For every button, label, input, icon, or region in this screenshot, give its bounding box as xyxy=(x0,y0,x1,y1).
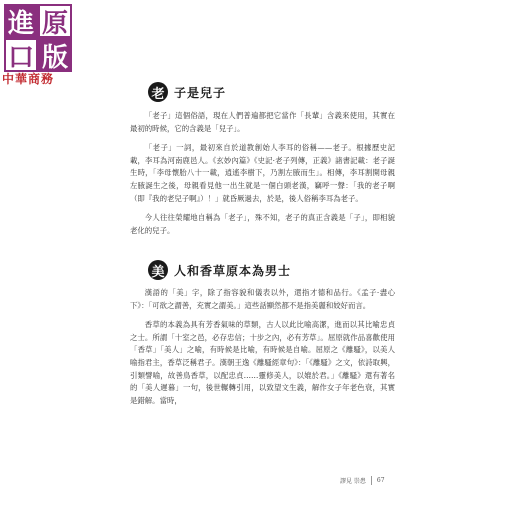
badge-char: 口 xyxy=(4,38,38,72)
heading-text: 子是兒子 xyxy=(174,85,227,100)
heading-text: 人和香草原本為男士 xyxy=(174,263,292,278)
paragraph: 漢語的「美」字，除了指容貌和儀表以外，還指才德和品行。《孟子·盡心下》：「可欲之謂善，充實之謂美。」這些話顯然都不是指美麗和姣好而言。 xyxy=(130,288,395,310)
heading-glyph: 美 xyxy=(148,260,168,280)
section-heading xyxy=(148,82,226,102)
paragraph: 「老子」這個俗語，現在人們普遍都把它當作「長輩」含義來使用，其實在最初的時候，它的含義是「兒子」。 xyxy=(130,111,395,133)
page-footer xyxy=(340,476,385,485)
footer-divider xyxy=(371,476,372,485)
badge-char: 進 xyxy=(4,4,38,38)
badge-char: 原 xyxy=(38,4,72,38)
import-edition-logo xyxy=(4,4,72,72)
page-number: 67 xyxy=(376,477,385,484)
publisher-badge xyxy=(4,4,114,72)
publisher-name: 中華商務 xyxy=(2,72,55,86)
heading-glyph: 老 xyxy=(148,82,168,102)
section-heading xyxy=(148,260,291,280)
section-body xyxy=(130,110,395,244)
section-body xyxy=(130,287,395,414)
badge-char: 版 xyxy=(38,38,72,72)
paragraph: 今人往往榮耀地自稱為「老子」，殊不知，老子的真正含義是「子」，即相貌老化的兒子。 xyxy=(130,213,395,235)
paragraph: 香草的本義為具有芳香氣味的草類，古人以此比喻高潔，進而以其比喻忠貞之士。所謂「十室之邑，必存忠信；十步之內，必有芳草」。屈原就作品喜歡使用「香草」「美人」之喻，有時候是比喻，有時候是自喻。屈原之《離騷》，以美人喻指君主，香草泛稱君子。漢朝王逸《離騷經章句》：「《離騷》之文，依詩取興，引類譬喻，故善鳥香草，以配忠貞……靈修美人，以媲於君。」《離騷》還有著名的「美人遲暮」一句，後世輾轉引用，以致望文生義，解作女子年老色衰，其實是錯解。當時， xyxy=(130,320,395,405)
paragraph: 「老子」一詞，最初來自於道教創始人李耳的俗稱——老子。根據歷史記載，李耳為河南鹿邑人。《玄妙內篇》《史記·老子列傳，正義》諸書記載：老子誕生時，「李母懷胎八十一載，逍遙李樹下，乃割左腋而生」。相傳，李耳割開母親左腋誕生之後，母親看見他一出生就是一個白頭老漢，竊呼一聲：「我的老子啊（即『我的老兒子啊』）！」就昏厥過去，於是，後人俗稱李耳為老子。 xyxy=(130,143,395,203)
book-title: 謬見 崇患 xyxy=(340,478,366,485)
